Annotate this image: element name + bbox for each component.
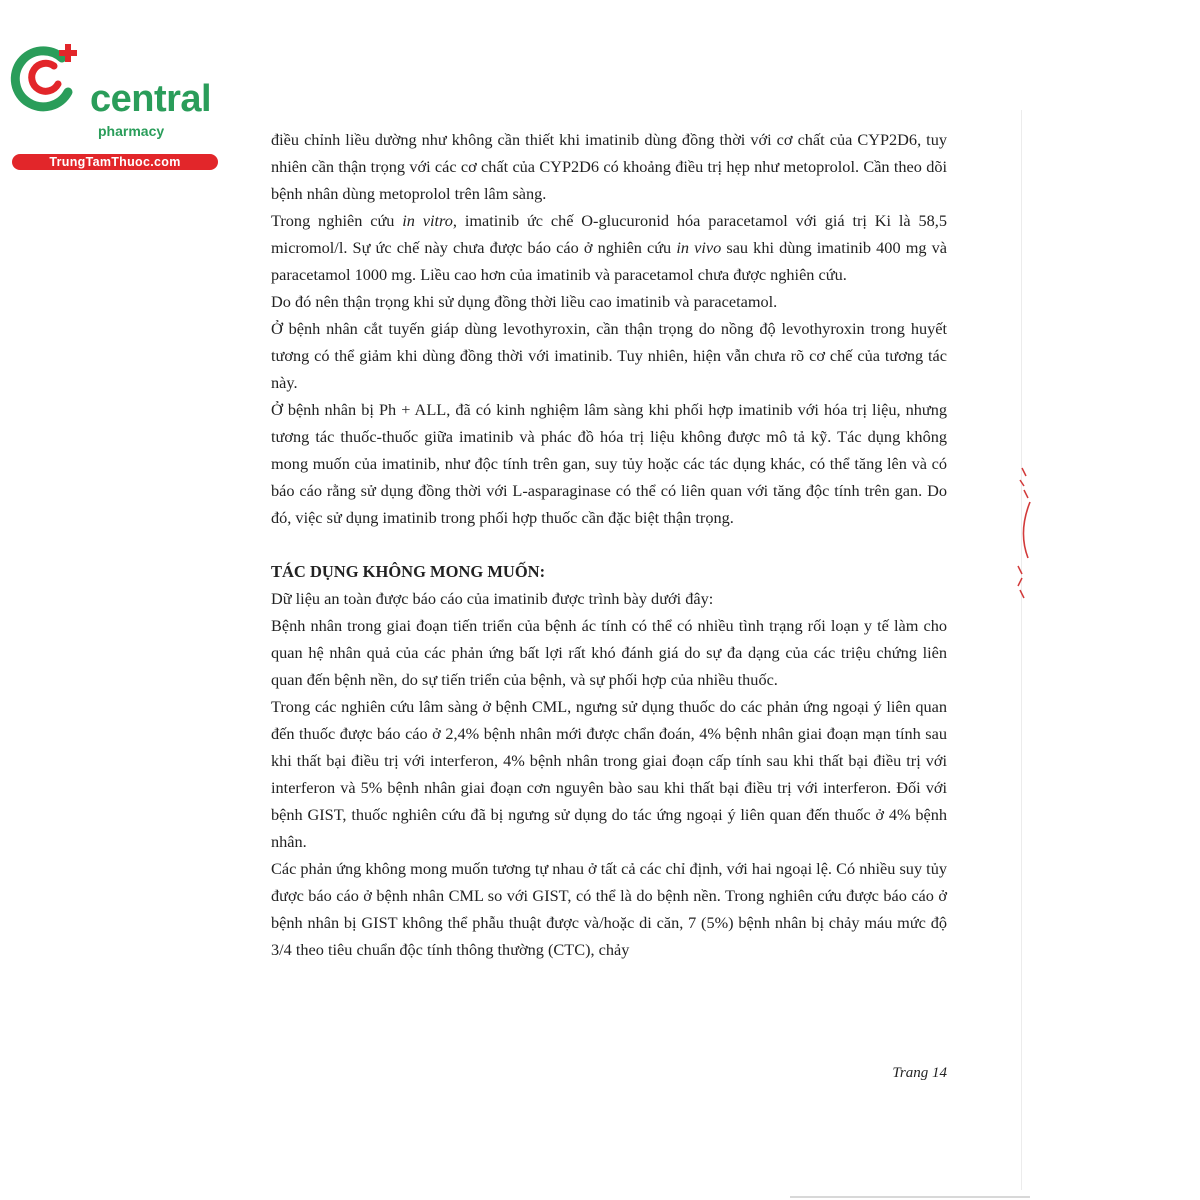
paragraph: Các phản ứng không mong muốn tương tự nhau ở tất cả các chỉ định, với hai ngoại lệ. Có nhiều suy tủy được báo cáo ở bệnh nhân CML so với GIST, có thể là do bệnh nền. Trong nghiên cứu được báo cáo ở bệnh nhân bị GIST không thể phẫu thuật được và/hoặc di căn, 7 (5%) bệnh nhân bị chảy máu mức độ 3/4 theo tiêu chuẩn độc tính thông thường (CTC), chảy — [271, 859, 947, 959]
section-heading: TÁC DỤNG KHÔNG MONG MUỐN: — [271, 562, 546, 581]
paragraph: Ở bệnh nhân cắt tuyến giáp dùng levothyroxin, cần thận trọng do nồng độ levothyroxin trong huyết tương có thể giảm khi dùng đồng thời với imatinib. Tuy nhiên, hiện vẫn chưa rõ cơ chế của tương tác này. — [271, 319, 947, 392]
paragraph: Ở bệnh nhân bị Ph + ALL, đã có kinh nghiệm lâm sàng khi phối hợp imatinib với hóa trị liệu, nhưng tương tác thuốc-thuốc giữa imatinib và phác đồ hóa trị liệu không được mô tả kỹ. Tác dụng không mong muốn của imatinib, như độc tính trên gan, suy tủy hoặc các tác dụng khác, có thể tăng lên và có báo cáo rằng sử dụng đồng thời với L-asparaginase có thể có liên quan với tăng độc tính trên gan. Do đó, việc sử dụng imatinib trong phối hợp thuốc cần đặc biệt thận trọng. — [271, 400, 947, 527]
brand-name: central — [90, 78, 212, 120]
page-number: Trang 14 — [892, 1065, 947, 1081]
document-body — [271, 126, 947, 963]
paragraph: Bệnh nhân trong giai đoạn tiến triển của bệnh ác tính có thể có nhiều tình trạng rối loạn y tế làm cho quan hệ nhân quả của các phản ứng bất lợi rất khó đánh giá do sự đa dạng của các triệu chứng liên quan đến bệnh nền, do sự tiến triển của bệnh, và sự phối hợp của nhiều thuốc. — [271, 616, 947, 689]
page-bottom-divider — [790, 1196, 1030, 1198]
paragraph: Do đó nên thận trọng khi sử dụng đồng thời liều cao imatinib và paracetamol. — [271, 292, 778, 311]
paragraph: điều chỉnh liều dường như không cần thiết khi imatinib dùng đồng thời với cơ chất của CYP2D6, tuy nhiên cần thận trọng với các cơ chất của CYP2D6 có khoảng điều trị hẹp như metoprolol. Cần theo dõi bệnh nhân dùng metoprolol trên lâm sàng. — [271, 130, 947, 203]
brand-url-badge[interactable]: TrungTamThuoc.com — [12, 154, 218, 170]
page-edge-divider — [1021, 110, 1022, 1190]
stamp-mark-icon — [1012, 462, 1036, 602]
brand-logo[interactable] — [10, 36, 220, 169]
paragraph: Dữ liệu an toàn được báo cáo của imatinib được trình bày dưới đây: — [271, 589, 714, 608]
pharmacy-logo-icon — [10, 36, 90, 116]
paragraph: Trong nghiên cứu in vitro, imatinib ức chế O-glucuronid hóa paracetamol với giá trị Ki là 58,5 micromol/l. Sự ức chế này chưa được báo cáo ở nghiên cứu in vivo sau khi dùng imatinib 400 mg và paracetamol 1000 mg. Liều cao hơn của imatinib và paracetamol chưa được nghiên cứu. — [271, 211, 948, 284]
paragraph: Trong các nghiên cứu lâm sàng ở bệnh CML, ngưng sử dụng thuốc do các phản ứng ngoại ý liên quan đến thuốc được báo cáo ở 2,4% bệnh nhân mới được chẩn đoán, 4% bệnh nhân giai đoạn mạn tính sau khi thất bại điều trị với interferon, 4% bệnh nhân trong giai đoạn cấp tính sau khi thất bại điều trị với interferon và 5% bệnh nhân giai đoạn cơn nguyên bào sau khi thất bại điều trị với interferon. Đối với bệnh GIST, thuốc nghiên cứu đã bị ngưng sử dụng do tác ứng ngoại ý liên quan đến thuốc ở 4% bệnh nhân. — [271, 697, 947, 851]
brand-subtitle: pharmacy — [98, 123, 165, 139]
